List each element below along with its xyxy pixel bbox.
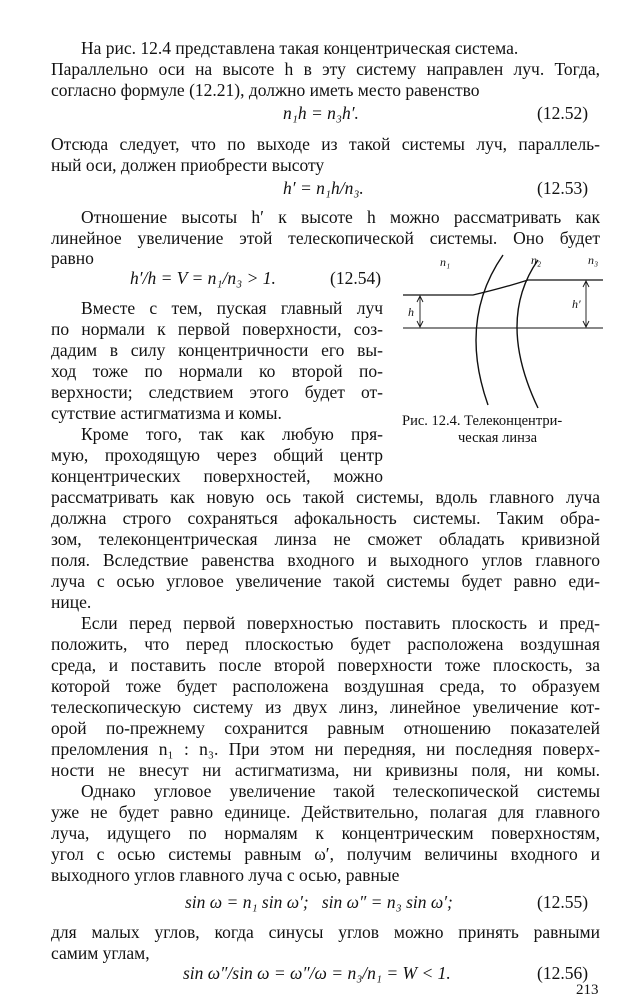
label-n2: n₂ [531, 253, 542, 267]
text-line: самим углам, [51, 943, 150, 963]
text-line: положить, что перед плоскостью будет расположена воздушная [51, 634, 600, 654]
equation-12-52: n₁h = n₃h′. [283, 103, 359, 123]
text-line: Отношение высоты h′ к высоте h можно рассматривать как [81, 207, 600, 227]
equation-number: (12.56) [537, 963, 589, 983]
figure-caption: Рис. 12.4. Телеконцентри- [402, 413, 563, 429]
figure-telecentric-lens [398, 250, 608, 410]
text-line: уже не будет равно единице. Действительно, полагая для главного [51, 802, 600, 822]
text-line: концентрических поверхностей, можно [51, 466, 383, 486]
text-line: должна строго сохраняться афокальность системы. Таким обра- [51, 508, 600, 528]
text-line: верхности; следствием этого будет от- [51, 382, 383, 402]
text-line: нице. [51, 592, 92, 612]
text-line: Вместе с тем, пуская главный луч [81, 298, 383, 318]
label-n1: n₁ [440, 255, 451, 269]
text-line: угол с осью системы равным ω′, получим величины входного и [51, 844, 600, 864]
text-line: Если перед первой поверхностью поставить плоскость и пред- [81, 613, 600, 633]
text-line: дадим в силу концентричности его вы- [51, 340, 383, 360]
text-line: Отсюда следует, что по выходе из такой системы луч, параллель- [51, 134, 600, 154]
text-line: которой тоже будет расположена воздушная среда, то образуем [51, 676, 600, 696]
equation-12-55: sin ω = n₁ sin ω′; sin ω″ = n₃ sin ω′; [185, 892, 453, 912]
text-line: Кроме того, так как любую пря- [81, 424, 383, 444]
text-line: Однако угловое увеличение такой телескопической системы [81, 781, 600, 801]
text-line: луча с осью угловое увеличение такой системы будет равно еди- [51, 571, 600, 591]
equation-12-53: h′ = n₁h/n₃. [283, 178, 364, 198]
label-h-prime: h′ [572, 297, 581, 311]
text-line: луча, идущего по нормалям к концентрическим поверхностям, [51, 823, 600, 843]
equation-number: (12.55) [537, 892, 589, 912]
text-line: зом, телеконцентрическая линза не сможет обладать кривизной [51, 529, 600, 549]
equation-12-56: sin ω″/sin ω = ω″/ω = n₃/n₁ = W < 1. [183, 963, 451, 983]
text-line: согласно формуле (12.21), должно иметь место равенство [51, 80, 480, 100]
text-line: орой по-прежнему сохранится равным отношению показателей [51, 718, 600, 738]
text-line: телескопическую систему из двух линз, линейное увеличение кот- [51, 697, 600, 717]
equation-number: (12.53) [537, 178, 589, 198]
text-line: ход тоже по нормали ко второй по- [51, 361, 383, 381]
text-line: ности не внесут ни астигматизма, ни кривизны поля, ни комы. [51, 760, 600, 780]
equation-12-54: h′/h = V = n₁/n₃ > 1. [130, 268, 276, 288]
text-line: На рис. 12.4 представлена такая концентрическая система. [81, 38, 519, 58]
text-line: линейное увеличение этой телескопической системы. Оно будет [51, 228, 600, 248]
text-line: среда, и поставить после второй поверхности тоже плоскость, за [51, 655, 600, 675]
text-line: выходного углов главного луча с осью, равные [51, 865, 400, 885]
ray-path [403, 280, 603, 295]
first-surface-arc [476, 255, 503, 405]
text-line: сутствие астигматизма и комы. [51, 403, 282, 423]
text-line: мую, проходящую через общий центр [51, 445, 383, 465]
page-number: 213 [576, 982, 599, 998]
text-line: Параллельно оси на высоте h в эту систему направлен луч. Тогда, [51, 59, 600, 79]
text-line: для малых углов, когда синусы углов можно принять равными [51, 922, 600, 942]
equation-number: (12.54) [330, 268, 382, 288]
figure-caption: ческая линза [458, 430, 537, 446]
text-line: равно [51, 248, 94, 268]
text-line: поля. Вследствие равенства входного и выходного углов главного [51, 550, 600, 570]
equation-number: (12.52) [537, 103, 589, 123]
label-h: h [408, 305, 414, 319]
text-line: преломления n₁ : n₃. При этом ни передняя, ни последняя поверх- [51, 739, 600, 759]
text-line: рассматривать как новую ось такой системы, вдоль главного луча [51, 487, 600, 507]
text-line: ный оси, должен приобрести высоту [51, 155, 325, 175]
text-line: по нормали к первой поверхности, соз- [51, 319, 383, 339]
label-n3: n₃ [588, 253, 599, 267]
